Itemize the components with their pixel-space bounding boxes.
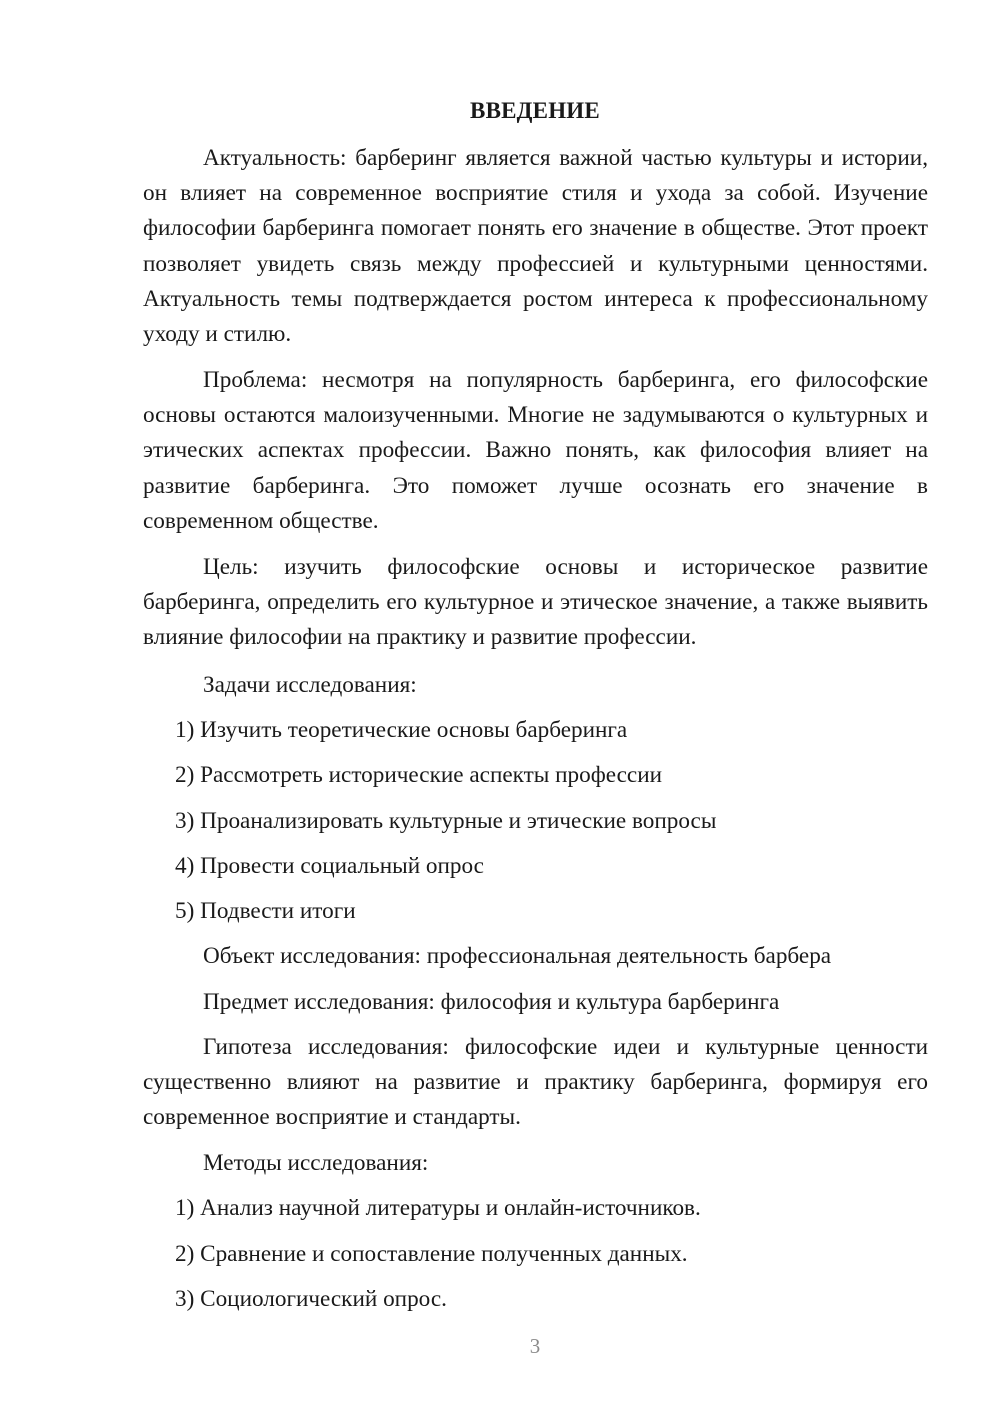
task-item: 4) Провести социальный опрос [175, 853, 484, 879]
task-item: 1) Изучить теоретические основы барберинга [175, 717, 628, 743]
methods-heading: Методы исследования: [203, 1150, 429, 1176]
task-item: 5) Подвести итоги [175, 898, 356, 924]
task-item: 2) Рассмотреть исторические аспекты профессии [175, 762, 663, 788]
problem-paragraph: Проблема: несмотря на популярность барберинга, его философские основы остаются малоизученными. Многие не задумываются о культурных и этических аспектах профессии. Важно понять, как философия влияет на развитие барберинга. Это поможет лучше осознать его значение в современном обществе. [143, 367, 928, 534]
goal-paragraph: Цель: изучить философские основы и историческое развитие барберинга, определить его культурное и этическое значение, а также выявить влияние философии на практику и развитие профессии. [143, 554, 928, 651]
page-number: 3 [529, 1334, 541, 1358]
tasks-heading: Задачи исследования: [203, 672, 417, 698]
relevance-paragraph: Актуальность: барберинг является важной частью культуры и истории, он влияет на современное восприятие стиля и ухода за собой. Изучение философии барберинга помогает понять его значение в обществе. Этот проект позволяет увидеть связь между профессией и культурными ценностями. Актуальность темы подтверждается ростом интереса к профессиональному уходу и стилю. [143, 145, 928, 348]
method-item: 1) Анализ научной литературы и онлайн-источников. [175, 1195, 701, 1221]
method-item: 3) Социологический опрос. [175, 1286, 447, 1312]
page-title: ВВЕДЕНИЕ [470, 98, 600, 123]
research-subject: Предмет исследования: философия и культура барберинга [203, 989, 780, 1015]
method-item: 2) Сравнение и сопоставление полученных данных. [175, 1241, 688, 1267]
hypothesis-paragraph: Гипотеза исследования: философские идеи и культурные ценности существенно влияют на развитие и практику барберинга, формируя его современное восприятие и стандарты. [143, 1034, 928, 1131]
task-item: 3) Проанализировать культурные и этические вопросы [175, 808, 717, 834]
research-object: Объект исследования: профессиональная деятельность барбера [203, 943, 832, 969]
